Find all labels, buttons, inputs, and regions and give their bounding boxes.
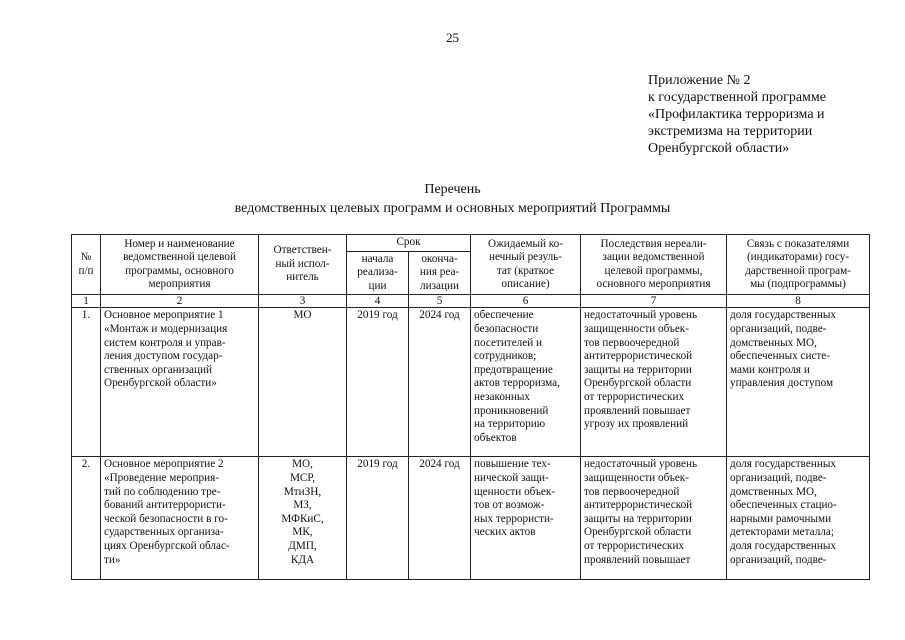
appendix-heading: Приложение № 2 к государственной программе «Профилактика терроризма и экстремизма на территории Оренбургской области»	[648, 73, 826, 156]
row-result: повышение тех- нической защи- щенности объек- тов от возмож- ных террористи- ческих актов	[471, 457, 581, 580]
header-name: Номер и наименование ведомственной целевой программы, основного мероприятия	[101, 235, 259, 295]
header-start: начала реализа- ции	[347, 251, 409, 295]
row-consequences: недостаточный уровень защищенности объек- тов первоочередной антитеррористической защиты на территории Оренбургской области от террористических проявлений повышает	[581, 457, 727, 580]
header-executor: Ответствен- ный испол- нитель	[259, 235, 347, 295]
header-link: Связь с показателями (индикаторами) госу- дарственной програм- мы (подпрограммы)	[727, 235, 870, 295]
title-line-1: Перечень	[424, 182, 481, 197]
column-number-row	[72, 295, 870, 308]
header-row-1	[72, 235, 870, 252]
column-number: 4	[347, 295, 409, 308]
row-start: 2019 год	[347, 308, 409, 457]
column-number: 8	[727, 295, 870, 308]
row-result: обеспечение безопасности посетителей и сотрудников; предотвращение актов терроризма, незаконных проникновений на территорию объектов	[471, 308, 581, 457]
page-number: 25	[446, 30, 459, 45]
table-row	[72, 457, 870, 580]
row-num: 2.	[72, 457, 101, 580]
column-number: 2	[101, 295, 259, 308]
row-link: доля государственных организаций, подве- домственных МО, обеспеченных стацио- нарными рамочными детекторами металла; доля государственных организаций, подве-	[727, 457, 870, 580]
row-name: Основное мероприятие 2 «Проведение мероприя- тий по соблюдению тре- бований антитеррористи- ческой безопасности в го- сударственных организа- циях Оренбургской облас- ти»	[101, 457, 259, 580]
header-consequences: Последствия нереали- зации ведомственной целевой программы, основного мероприятия	[581, 235, 727, 295]
row-executor: МО	[259, 308, 347, 457]
row-start: 2019 год	[347, 457, 409, 580]
row-consequences: недостаточный уровень защищенности объек- тов первоочередной антитеррористической защиты на территории Оренбургской области от террористических проявлений повышает угрозу их проявлений	[581, 308, 727, 457]
column-number: 7	[581, 295, 727, 308]
header-end: оконча- ния реа- лизации	[409, 251, 471, 295]
measures-table	[71, 234, 870, 580]
column-number: 6	[471, 295, 581, 308]
document-title	[0, 180, 905, 218]
row-end: 2024 год	[409, 308, 471, 457]
row-name: Основное мероприятие 1 «Монтаж и модернизация систем контроля и управ- ления доступом государ- ственных организаций Оренбургской области»	[101, 308, 259, 457]
row-link: доля государственных организаций, подве- домственных МО, обеспеченных систе- мами контроля и управления доступом	[727, 308, 870, 457]
title-line-2: ведомственных целевых программ и основных мероприятий Программы	[234, 201, 671, 216]
table-row	[72, 308, 870, 457]
row-end: 2024 год	[409, 457, 471, 580]
column-number: 5	[409, 295, 471, 308]
header-num: № п/п	[72, 235, 101, 295]
row-num: 1.	[72, 308, 101, 457]
column-number: 1	[72, 295, 101, 308]
row-executor: МО, МСР, МтиЗН, МЗ, МФКиС, МК, ДМП, КДА	[259, 457, 347, 580]
header-term: Срок	[347, 235, 471, 252]
column-number: 3	[259, 295, 347, 308]
header-result: Ожидаемый ко- нечный резуль- тат (краткое описание)	[471, 235, 581, 295]
